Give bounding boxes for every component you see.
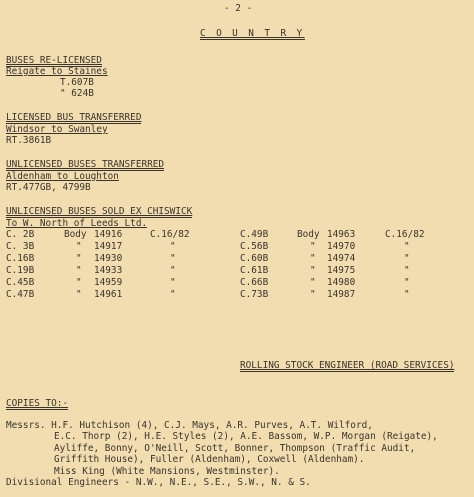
body-label: " — [76, 265, 82, 276]
body-number: 14970 — [327, 241, 356, 252]
date-code: " — [404, 265, 410, 276]
body-label: " — [310, 277, 316, 288]
date-code: C.16/82 — [385, 229, 425, 240]
bus-number: C.56B — [240, 241, 269, 252]
copies-to-line: Miss King (White Mansions, Westminster). — [54, 466, 280, 477]
signature-line: ROLLING STOCK ENGINEER (ROAD SERVICES) — [240, 360, 455, 371]
bus-number: C.19B — [6, 265, 35, 276]
body-label: " — [310, 289, 316, 300]
relicensed-item: " 624B — [60, 88, 94, 99]
body-label: " — [310, 241, 316, 252]
date-code: " — [170, 289, 176, 300]
body-number: 14917 — [94, 241, 123, 252]
copies-to-line: Messrs. H.F. Hutchison (4), C.J. Mays, A.R. Purves, A.T. Wilford, — [6, 420, 373, 431]
body-label: " — [76, 277, 82, 288]
body-number: 14959 — [94, 277, 123, 288]
copies-to-line: Ayliffe, Bonny, O'Neill, Scott, Bonner, Thompson (Traffic Audit, — [54, 443, 416, 454]
date-code: " — [404, 277, 410, 288]
body-label: " — [76, 289, 82, 300]
date-code: " — [170, 265, 176, 276]
body-number: 14961 — [94, 289, 123, 300]
unlicensed-sold-route: To W. North of Leeds Ltd. — [6, 218, 148, 229]
bus-number: C.16B — [6, 253, 35, 264]
unlicensed-sold-title: UNLICENSED BUSES SOLD EX CHISWICK — [6, 206, 193, 217]
unlicensed-transferred-title: UNLICENSED BUSES TRANSFERRED — [6, 159, 165, 170]
date-code: " — [170, 241, 176, 252]
licensed-transferred-title: LICENSED BUS TRANSFERRED — [6, 112, 142, 123]
licensed-transferred-route: Windsor to Swanley — [6, 124, 108, 135]
bus-number: C.47B — [6, 289, 35, 300]
date-code: " — [170, 253, 176, 264]
date-code: " — [404, 289, 410, 300]
bus-number: C.73B — [240, 289, 269, 300]
unlicensed-transferred-route: Aldenham to Loughton — [6, 171, 119, 182]
date-code: C.16/82 — [150, 229, 190, 240]
body-label: Body — [297, 229, 320, 240]
date-code: " — [404, 253, 410, 264]
body-label: Body — [64, 229, 87, 240]
relicensed-route: Reigate to Staines — [6, 66, 108, 77]
body-label: " — [310, 265, 316, 276]
copies-to-line: Griffith House), Fuller (Aldenham), Coxwell (Aldenham). — [54, 454, 365, 465]
bus-number: C.60B — [240, 253, 269, 264]
bus-number: C.66B — [240, 277, 269, 288]
page-number: - 2 - — [224, 3, 253, 14]
bus-number: C. 2B — [6, 229, 35, 240]
licensed-transferred-item: RT.3861B — [6, 135, 52, 146]
section-heading: C O U N T R Y — [200, 28, 305, 39]
copies-to-line: Divisional Engineers - N.W., N.E., S.E., S.W., N. & S. — [6, 477, 311, 488]
copies-to-line: E.C. Thorp (2), H.E. Styles (2), A.E. Bassom, W.P. Morgan (Reigate), — [54, 431, 438, 442]
body-label: " — [76, 253, 82, 264]
body-number: 14963 — [327, 229, 356, 240]
date-code: " — [404, 241, 410, 252]
body-label: " — [76, 241, 82, 252]
relicensed-title: BUSES RE-LICENSED — [6, 55, 102, 66]
copies-to-title: COPIES TO:- — [6, 398, 69, 409]
date-code: " — [170, 277, 176, 288]
bus-number: C.61B — [240, 265, 269, 276]
relicensed-item: T.607B — [60, 77, 94, 88]
body-number: 14933 — [94, 265, 123, 276]
body-number: 14916 — [94, 229, 123, 240]
body-number: 14930 — [94, 253, 123, 264]
body-label: " — [310, 253, 316, 264]
unlicensed-transferred-items: RT.477GB, 4799B — [6, 182, 91, 193]
bus-number: C.45B — [6, 277, 35, 288]
body-number: 14987 — [327, 289, 356, 300]
body-number: 14975 — [327, 265, 356, 276]
bus-number: C.49B — [240, 229, 269, 240]
bus-number: C. 3B — [6, 241, 35, 252]
body-number: 14974 — [327, 253, 356, 264]
body-number: 14980 — [327, 277, 356, 288]
